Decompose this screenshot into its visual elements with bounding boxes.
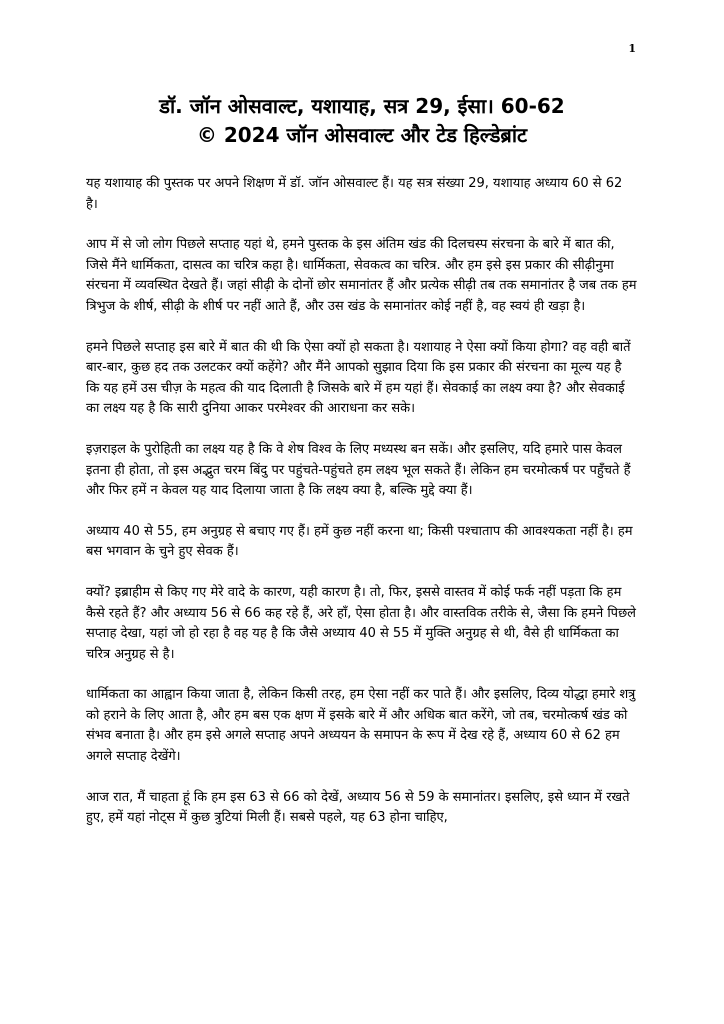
paragraph-5: अध्याय 40 से 55, हम अनुग्रह से बचाए गए हैं। हमें कुछ नहीं करना था; किसी पश्चाताप की आवश्यकता नहीं है। हम बस भगवान के चुने हुए सेवक हैं। — [86, 523, 633, 560]
title-line-1: डॉ. जॉन ओसवाल्ट, यशायाह, सत्र 29, ईसा। 60-62 — [159, 94, 565, 118]
paragraph-8: आज रात, मैं चाहता हूं कि हम इस 63 से 66 को देखें, अध्याय 56 से 59 के समानांतर। इसलिए, इसे ध्यान में रखते हुए, हमें यहां नोट्स में कुछ त्रुटियां मिली हैं। सबसे पहले, यह 63 होना चाहिए, — [86, 789, 630, 826]
paragraph-4: इज़राइल के पुरोहिती का लक्ष्य यह है कि वे शेष विश्व के लिए मध्यस्थ बन सकें। और इसलिए, यदि हमारे पास केवल इतना ही होता, तो इस अद्भुत चरम बिंदु पर पहुंचते-पहुंचते हम लक्ष्य भूल सकते हैं। लेकिन हम चरमोत्कर्ष पर पहुँचते हैं और फिर हमें न केवल यह याद दिलाया जाता है कि लक्ष्य क्या है, बल्कि मुद्दे क्या हैं। — [86, 441, 631, 499]
title-line-2: © 2024 जॉन ओसवाल्ट और टेड हिल्डेब्रांट — [196, 123, 528, 147]
paragraph-2: आप में से जो लोग पिछले सप्ताह यहां थे, हमने पुस्तक के इस अंतिम खंड की दिलचस्प संरचना के बारे में बात की, जिसे मैंने धार्मिकता, दासत्व का चरित्र कहा है। धार्मिकता, सेवकत्व का चरित्र. और हम इसे इस प्रकार की सीढ़ीनुमा संरचना में व्यवस्थित देखते हैं। जहां सीढ़ी के दोनों छोर समानांतर हैं और प्रत्येक सीढ़ी तब तक समानांतर है जब तक हम त्रिभुज के शीर्ष, सीढ़ी के शीर्ष पर नहीं आते हैं, और उस खंड के समानांतर कोई नहीं है, वह स्वयं ही खड़ा है। — [86, 237, 637, 314]
paragraph-1: यह यशायाह की पुस्तक पर अपने शिक्षण में डॉ. जॉन ओसवाल्ट हैं। यह सत्र संख्या 29, यशायाह अध्याय 60 से 62 है। — [86, 176, 623, 212]
paragraph-3: हमने पिछले सप्ताह इस बारे में बात की थी कि ऐसा क्यों हो सकता है। यशायाह ने ऐसा क्यों किया होगा? वह वही बातें बार-बार, कुछ हद तक उलटकर क्यों कहेंगे? और मैंने आपको सुझाव दिया कि इस प्रकार की संरचना का मूल्य यह है कि यह हमें उस चीज़ के महत्व की याद दिलाती है जिसके बारे में हम यहां हैं। सेवकाई का लक्ष्य क्या है? और सेवकाई का लक्ष्य यह है कि सारी दुनिया आकर परमेश्वर की आराधना कर सके। — [86, 339, 631, 417]
paragraph-6: क्यों? इब्राहीम से किए गए मेरे वादे के कारण, यही कारण है। तो, फिर, इससे वास्तव में कोई फर्क नहीं पड़ता कि हम कैसे रहते हैं? और अध्याय 56 से 66 कह रहे हैं, अरे हाँ, ऐसा होता है। और वास्तविक तरीके से, जैसा कि हमने पिछले सप्ताह देखा, यहां जो हो रहा है वह यह है कि जैसे अध्याय 40 से 55 में मुक्ति अनुग्रह से थी, वैसे ही धार्मिकता का चरित्र अनुग्रह से है। — [86, 584, 636, 662]
paragraph-7: धार्मिकता का आह्वान किया जाता है, लेकिन किसी तरह, हम ऐसा नहीं कर पाते हैं। और इसलिए, दिव्य योद्धा हमारे शत्रु को हराने के लिए आता है, और हम बस एक क्षण में इसके बारे में और अधिक बात करेंगे, जो तब, चरमोत्कर्ष खंड को संभव बनाता है। और हम इसे अगले सप्ताह अपने अध्ययन के समापन के रूप में देख रहे हैं, अध्याय 60 से 62 हम अगले सप्ताह देखेंगे। — [86, 687, 636, 765]
document-body — [86, 174, 638, 849]
document-title — [86, 92, 638, 150]
page-number: 1 — [628, 42, 636, 55]
